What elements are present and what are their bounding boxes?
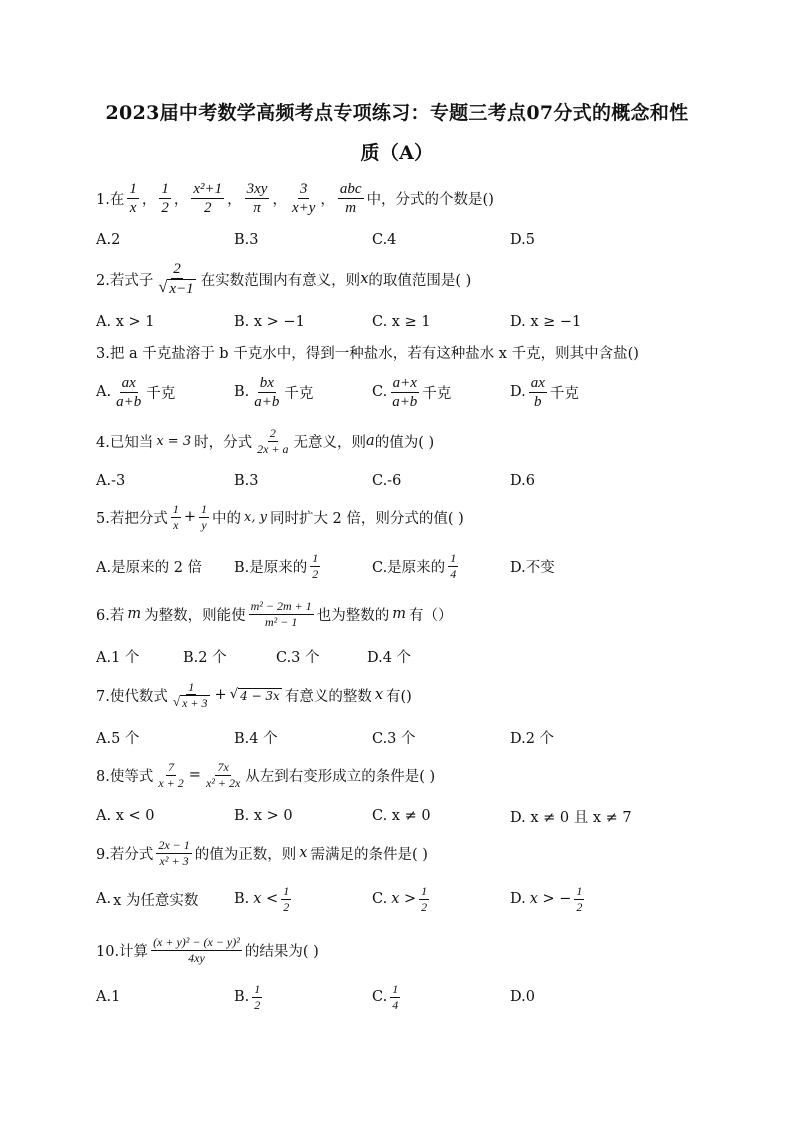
q6-option-d[interactable]: D.4 个 xyxy=(367,649,412,666)
q10-option-c[interactable]: C. $\frac{1}{4}$ xyxy=(372,982,399,1012)
q5-option-c[interactable]: C.是原来的 $\frac{1}{4}$ xyxy=(372,551,457,581)
question-8-prefix: 8.使等式 xyxy=(96,768,154,785)
q7-option-c[interactable]: C.3 个 xyxy=(372,730,416,747)
question-6 xyxy=(96,594,452,634)
q7-fraction: 1 √ x + 3 xyxy=(172,679,208,710)
question-10 xyxy=(96,928,319,972)
q7-option-a[interactable]: A.5 个 xyxy=(96,730,140,747)
q8-equals: = xyxy=(188,767,201,783)
question-2-prefix: 2.若式子 xyxy=(96,272,154,289)
q8-left-fraction: $\frac{7}{x + 2}$ xyxy=(158,760,184,790)
q7-sqrt: √ 4 − 3x xyxy=(229,686,280,703)
page-title-line-2: 质（A） xyxy=(360,142,434,164)
q4-variable: a xyxy=(366,433,375,449)
question-2 xyxy=(96,259,471,299)
q7-plus: + xyxy=(214,687,227,703)
q1-fraction-5: $\frac{3}{x+y}$ xyxy=(291,180,316,216)
question-7-suffix-2: 有() xyxy=(386,688,412,705)
question-7-prefix: 7.使代数式 xyxy=(96,688,168,705)
q2-option-a[interactable]: A. x > 1 xyxy=(96,314,155,330)
q5-fraction-1: $\frac{1}{x}$ xyxy=(172,502,179,532)
q9-fraction: $\frac{2x - 1}{\text{x² + 3}}$ xyxy=(158,838,190,868)
question-4-suffix-2: 的值为( ) xyxy=(374,434,435,451)
q9-option-a[interactable]: A. x 为任意实数 xyxy=(96,891,199,909)
q6-option-c[interactable]: C.3 个 xyxy=(276,649,320,666)
q6-variable: m xyxy=(127,606,142,622)
q8-option-c[interactable]: C. x ≠ 0 xyxy=(372,808,431,824)
question-6-suffix: 也为整数的 xyxy=(316,607,390,624)
q9-option-d[interactable]: D. x > − $\frac{1}{2}$ xyxy=(510,884,583,914)
q1-fraction-4: $\frac{3xy}{\pi}$ xyxy=(246,180,268,216)
q9-variable: x xyxy=(299,845,308,861)
question-5-suffix-2: 同时扩大 2 倍，则分式的值( ) xyxy=(269,510,464,527)
q5-variables: x, y xyxy=(244,509,267,525)
q3-option-d[interactable]: D. $\frac{ax}{b}$ 千克 xyxy=(510,374,579,410)
q8-option-a[interactable]: A. x < 0 xyxy=(96,808,155,824)
question-1: 1.在 $\frac{1}{x}$ ， $\frac{1}{2}$ ， $\frac{\text{x²+1}}{2}$ ， $\frac{3xy}{\pi}$ ， $\frac{3}{x+y}$ ， $\frac{\text{abc}}{m}$ 中，分式的个数是() xyxy=(96,180,494,216)
q6-option-b[interactable]: B.2 个 xyxy=(183,649,227,666)
question-8-suffix: 从左到右变形成立的条件是( ) xyxy=(245,768,436,785)
q7-option-b[interactable]: B.4 个 xyxy=(234,730,278,747)
q10-fraction: $\frac{\text{(x + y)² − (x − y)²}}{4xy}$ xyxy=(153,935,240,965)
q1-option-b[interactable]: B.3 xyxy=(234,232,259,248)
question-5-prefix: 5.若把分式 xyxy=(96,510,168,527)
q4-option-a[interactable]: A.-3 xyxy=(96,473,126,489)
question-4-mid: 时，分式 xyxy=(194,434,253,451)
q1-fraction-3: $\frac{\text{x²+1}}{2}$ xyxy=(193,180,223,216)
q4-fraction: $\frac{2}{2x + a}$ xyxy=(257,426,289,456)
question-6-suffix-2: 有（） xyxy=(408,607,453,624)
question-5 xyxy=(96,497,464,537)
q1-fraction-2: $\frac{1}{2}$ xyxy=(161,180,169,216)
question-4-suffix: 无意义，则 xyxy=(293,434,367,451)
q6-option-a[interactable]: A.1 个 xyxy=(96,649,140,666)
q4-option-b[interactable]: B.3 xyxy=(234,473,259,489)
q2-option-d[interactable]: D. x ≥ −1 xyxy=(510,314,582,330)
q1-option-d[interactable]: D.5 xyxy=(510,232,535,248)
question-5-suffix: 中的 xyxy=(212,510,241,527)
q1-fraction-6: $\frac{\text{abc}}{m}$ xyxy=(339,180,362,216)
question-1-suffix: 中，分式的个数是() xyxy=(366,191,494,208)
q2-option-b[interactable]: B. x > −1 xyxy=(234,314,305,330)
q1-option-c[interactable]: C.4 xyxy=(372,232,397,248)
q3-option-b[interactable]: B. $\frac{bx}{a+b}$ 千克 xyxy=(234,374,314,410)
question-2-suffix: 在实数范围内有意义，则 xyxy=(200,272,361,289)
q2-fraction: 2 √ x−1 xyxy=(158,261,194,297)
question-4-prefix: 4.已知当 xyxy=(96,434,154,451)
q5-option-a[interactable]: A.是原来的 2 倍 xyxy=(96,559,203,576)
q10-option-d[interactable]: D.0 xyxy=(510,989,535,1005)
q2-option-c[interactable]: C. x ≥ 1 xyxy=(372,314,431,330)
q8-option-b[interactable]: B. x > 0 xyxy=(234,808,293,824)
q5-fraction-2: $\frac{1}{y}$ xyxy=(201,502,207,532)
q1-option-a[interactable]: A.2 xyxy=(96,232,121,248)
question-6-prefix: 6.若 xyxy=(96,607,125,624)
page-title-line-1: 2023届中考数学高频考点专项练习：专题三考点07分式的概念和性 xyxy=(105,102,689,124)
question-7-suffix: 有意义的整数 xyxy=(284,688,372,705)
question-6-mid: 为整数，则能使 xyxy=(144,607,246,624)
q5-plus: + xyxy=(183,509,196,525)
q2-variable: x xyxy=(360,271,369,287)
q5-option-d[interactable]: D.不变 xyxy=(510,559,555,576)
question-4 xyxy=(96,421,434,461)
q4-option-c[interactable]: C.-6 xyxy=(372,473,402,489)
q10-option-a[interactable]: A.1 xyxy=(96,989,121,1005)
q6-fraction: $\frac{\text{m² − 2m + 1}}{\text{m² − 1}}$ xyxy=(250,599,312,629)
question-8 xyxy=(96,755,435,795)
q7-option-d[interactable]: D.2 个 xyxy=(510,730,555,747)
question-9 xyxy=(96,833,428,873)
q6-variable-2: m xyxy=(392,606,406,622)
q1-fraction-1: $\frac{1}{x}$ xyxy=(129,180,137,216)
q7-variable: x xyxy=(374,687,384,703)
q10-option-b[interactable]: B. $\frac{1}{2}$ xyxy=(234,982,261,1012)
question-9-suffix: 的值为正数，则 xyxy=(194,846,297,863)
q9-option-b[interactable]: B. x < $\frac{1}{2}$ xyxy=(234,884,290,914)
question-3: 3.把 a 千克盐溶于 b 千克水中，得到一种盐水，若有这种盐水 x 千克，则其中含盐() xyxy=(96,345,639,362)
q8-option-d[interactable]: D. x ≠ 0 且 x ≠ 7 xyxy=(510,809,632,826)
q4-condition: x = 3 xyxy=(156,433,192,449)
question-9-suffix-2: 需满足的条件是( ) xyxy=(310,846,428,863)
q8-right-fraction: $\frac{7x}{\text{x² + 2x}}$ xyxy=(205,760,241,790)
q3-option-a[interactable]: A. $\frac{ax}{a+b}$ 千克 xyxy=(96,374,176,410)
q3-option-c[interactable]: C. $\frac{a+x}{a+b}$ 千克 xyxy=(372,374,452,410)
q4-option-d[interactable]: D.6 xyxy=(510,473,535,489)
question-1-prefix: 1.在 xyxy=(96,191,125,208)
question-10-suffix: 的结果为( ) xyxy=(244,943,319,960)
q5-option-b[interactable]: B.是原来的 $\frac{1}{2}$ xyxy=(234,551,319,581)
question-7 xyxy=(96,673,412,717)
question-10-prefix: 10.计算 xyxy=(96,943,149,960)
question-9-prefix: 9.若分式 xyxy=(96,846,154,863)
question-2-suffix-2: 的取值范围是( ) xyxy=(368,272,472,289)
q9-option-c[interactable]: C. x > $\frac{1}{2}$ xyxy=(372,884,428,914)
